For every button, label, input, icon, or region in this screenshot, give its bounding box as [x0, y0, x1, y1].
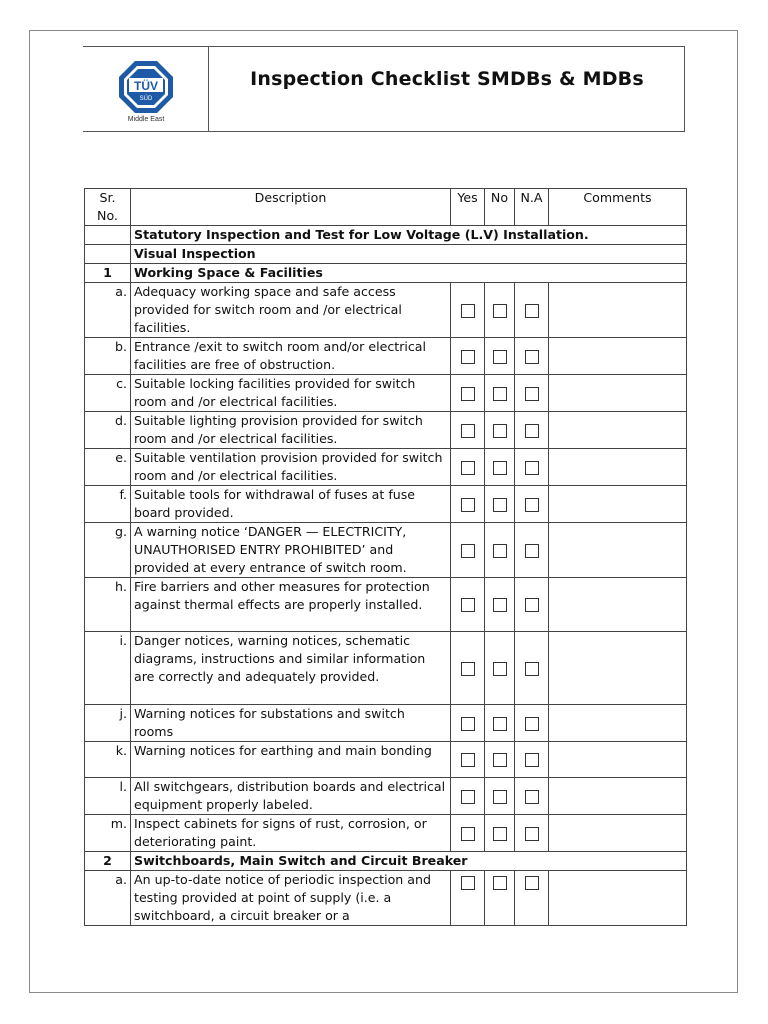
- checkbox-cell-na: [515, 338, 549, 375]
- table-row: [85, 742, 687, 778]
- checkbox-cell-na: [515, 283, 549, 338]
- item-description: Suitable locking facilities provided for switch room and /or electrical facilities.: [131, 375, 451, 412]
- table-row: [85, 375, 687, 412]
- checkbox-na[interactable]: [525, 304, 539, 318]
- table-row: [85, 283, 687, 338]
- checkbox-cell-na: [515, 815, 549, 852]
- checkbox-no[interactable]: [493, 350, 507, 364]
- checkbox-cell-na: [515, 523, 549, 578]
- checkbox-cell-no: [485, 578, 515, 632]
- checkbox-na[interactable]: [525, 790, 539, 804]
- tuv-logo-icon: [118, 60, 174, 114]
- checkbox-no[interactable]: [493, 544, 507, 558]
- checkbox-cell-no: [485, 486, 515, 523]
- checkbox-yes[interactable]: [461, 753, 475, 767]
- checkbox-yes[interactable]: [461, 717, 475, 731]
- item-description: All switchgears, distribution boards and electrical equipment properly labeled.: [131, 778, 451, 815]
- comments-cell[interactable]: [549, 742, 687, 778]
- column-header-comments: Comments: [549, 189, 687, 226]
- column-header-yes: Yes: [451, 189, 485, 226]
- comments-cell[interactable]: [549, 578, 687, 632]
- table-row: [85, 449, 687, 486]
- checkbox-cell-yes: [451, 871, 485, 926]
- item-description: Fire barriers and other measures for protection against thermal effects are properly installed.: [131, 578, 451, 632]
- table-row: [85, 523, 687, 578]
- item-letter: m.: [85, 815, 131, 852]
- checkbox-cell-no: [485, 632, 515, 705]
- statutory-heading: Statutory Inspection and Test for Low Voltage (L.V) Installation.: [131, 226, 687, 245]
- checklist-table: [84, 188, 687, 926]
- table-row: [85, 871, 687, 926]
- item-description: Danger notices, warning notices, schematic diagrams, instructions and similar information are correctly and adequately provided.: [131, 632, 451, 705]
- checkbox-na[interactable]: [525, 753, 539, 767]
- checkbox-yes[interactable]: [461, 424, 475, 438]
- checkbox-no[interactable]: [493, 662, 507, 676]
- checkbox-no[interactable]: [493, 304, 507, 318]
- checkbox-cell-na: [515, 632, 549, 705]
- table-row: [85, 412, 687, 449]
- checkbox-cell-yes: [451, 375, 485, 412]
- table-row: [85, 705, 687, 742]
- checkbox-na[interactable]: [525, 598, 539, 612]
- checklist-body: [85, 226, 687, 926]
- item-description: Entrance /exit to switch room and/or electrical facilities are free of obstruction.: [131, 338, 451, 375]
- table-row: [85, 632, 687, 705]
- checkbox-cell-yes: [451, 778, 485, 815]
- checkbox-na[interactable]: [525, 662, 539, 676]
- comments-cell[interactable]: [549, 523, 687, 578]
- comments-cell[interactable]: [549, 705, 687, 742]
- checkbox-cell-yes: [451, 449, 485, 486]
- comments-cell[interactable]: [549, 412, 687, 449]
- svg-text:SÜD: SÜD: [139, 96, 153, 102]
- comments-cell[interactable]: [549, 632, 687, 705]
- section-title: Switchboards, Main Switch and Circuit Breaker: [131, 852, 687, 871]
- checkbox-yes[interactable]: [461, 544, 475, 558]
- item-description: A warning notice ‘DANGER — ELECTRICITY, UNAUTHORISED ENTRY PROHIBITED’ and provided at every entrance of switch room.: [131, 523, 451, 578]
- item-letter: a.: [85, 871, 131, 926]
- checkbox-cell-no: [485, 412, 515, 449]
- checkbox-no[interactable]: [493, 717, 507, 731]
- checkbox-cell-yes: [451, 338, 485, 375]
- svg-text:TÜV: TÜV: [134, 79, 158, 93]
- checkbox-cell-no: [485, 338, 515, 375]
- comments-cell[interactable]: [549, 375, 687, 412]
- checkbox-cell-no: [485, 871, 515, 926]
- checkbox-cell-na: [515, 871, 549, 926]
- checkbox-cell-na: [515, 375, 549, 412]
- item-description: Inspect cabinets for signs of rust, corrosion, or deteriorating paint.: [131, 815, 451, 852]
- checkbox-cell-yes: [451, 283, 485, 338]
- checkbox-cell-yes: [451, 523, 485, 578]
- checkbox-yes[interactable]: [461, 827, 475, 841]
- item-description: An up-to-date notice of periodic inspection and testing provided at point of supply (i.e. a switchboard, a circuit breaker or a: [131, 871, 451, 926]
- checkbox-cell-no: [485, 523, 515, 578]
- item-letter: f.: [85, 486, 131, 523]
- checkbox-cell-yes: [451, 412, 485, 449]
- checkbox-cell-yes: [451, 815, 485, 852]
- checkbox-cell-na: [515, 486, 549, 523]
- checkbox-na[interactable]: [525, 827, 539, 841]
- checkbox-cell-no: [485, 742, 515, 778]
- column-header-na: N.A: [515, 189, 549, 226]
- table-row: [85, 338, 687, 375]
- checkbox-no[interactable]: [493, 790, 507, 804]
- column-header-sr: Sr. No.: [85, 189, 131, 226]
- item-description: Suitable tools for withdrawal of fuses at fuse board provided.: [131, 486, 451, 523]
- checkbox-cell-na: [515, 778, 549, 815]
- checkbox-na[interactable]: [525, 424, 539, 438]
- table-header-row: [85, 189, 687, 226]
- checkbox-na[interactable]: [525, 498, 539, 512]
- table-row: [85, 815, 687, 852]
- checkbox-na[interactable]: [525, 350, 539, 364]
- item-letter: e.: [85, 449, 131, 486]
- checkbox-no[interactable]: [493, 498, 507, 512]
- item-description: Warning notices for earthing and main bonding: [131, 742, 451, 778]
- checkbox-yes[interactable]: [461, 304, 475, 318]
- checkbox-cell-no: [485, 375, 515, 412]
- item-letter: i.: [85, 632, 131, 705]
- table-row: [85, 486, 687, 523]
- checkbox-cell-na: [515, 742, 549, 778]
- checkbox-yes[interactable]: [461, 461, 475, 475]
- item-description: Adequacy working space and safe access provided for switch room and /or electrical facilities.: [131, 283, 451, 338]
- item-letter: k.: [85, 742, 131, 778]
- item-letter: h.: [85, 578, 131, 632]
- checkbox-cell-na: [515, 578, 549, 632]
- item-description: Suitable lighting provision provided for switch room and /or electrical facilities.: [131, 412, 451, 449]
- checkbox-na[interactable]: [525, 544, 539, 558]
- visual-row: [85, 245, 687, 264]
- column-header-description: Description: [131, 189, 451, 226]
- checkbox-cell-yes: [451, 742, 485, 778]
- comments-cell[interactable]: [549, 338, 687, 375]
- document-header: [83, 46, 685, 132]
- checkbox-no[interactable]: [493, 876, 507, 890]
- checkbox-cell-na: [515, 705, 549, 742]
- checkbox-yes[interactable]: [461, 598, 475, 612]
- comments-cell[interactable]: [549, 486, 687, 523]
- statutory-row: [85, 226, 687, 245]
- section-row: [85, 264, 687, 283]
- checkbox-no[interactable]: [493, 827, 507, 841]
- checkbox-na[interactable]: [525, 461, 539, 475]
- checkbox-na[interactable]: [525, 387, 539, 401]
- checkbox-cell-no: [485, 283, 515, 338]
- item-description: Warning notices for substations and switch rooms: [131, 705, 451, 742]
- checkbox-cell-no: [485, 705, 515, 742]
- section-title: Working Space & Facilities: [131, 264, 687, 283]
- checkbox-yes[interactable]: [461, 662, 475, 676]
- comments-cell[interactable]: [549, 283, 687, 338]
- item-letter: d.: [85, 412, 131, 449]
- logo-caption: Middle East: [127, 116, 165, 123]
- item-letter: l.: [85, 778, 131, 815]
- comments-cell[interactable]: [549, 778, 687, 815]
- checkbox-cell-yes: [451, 486, 485, 523]
- section-number: 1: [85, 264, 131, 283]
- checkbox-cell-yes: [451, 705, 485, 742]
- page-title: Inspection Checklist SMDBs & MDBs: [250, 68, 644, 90]
- section-number: 2: [85, 852, 131, 871]
- table-row: [85, 778, 687, 815]
- checkbox-cell-na: [515, 449, 549, 486]
- checkbox-yes[interactable]: [461, 790, 475, 804]
- section-row: [85, 852, 687, 871]
- item-letter: j.: [85, 705, 131, 742]
- checkbox-yes[interactable]: [461, 387, 475, 401]
- checkbox-na[interactable]: [525, 876, 539, 890]
- item-letter: c.: [85, 375, 131, 412]
- checkbox-cell-na: [515, 412, 549, 449]
- visual-heading: Visual Inspection: [131, 245, 687, 264]
- item-letter: b.: [85, 338, 131, 375]
- checkbox-no[interactable]: [493, 753, 507, 767]
- item-letter: a.: [85, 283, 131, 338]
- item-description: Suitable ventilation provision provided for switch room and /or electrical facilities.: [131, 449, 451, 486]
- comments-cell[interactable]: [549, 871, 687, 926]
- checkbox-cell-no: [485, 449, 515, 486]
- checkbox-no[interactable]: [493, 424, 507, 438]
- checkbox-cell-yes: [451, 578, 485, 632]
- checkbox-cell-no: [485, 815, 515, 852]
- checkbox-no[interactable]: [493, 598, 507, 612]
- checkbox-no[interactable]: [493, 461, 507, 475]
- comments-cell[interactable]: [549, 815, 687, 852]
- checkbox-cell-yes: [451, 632, 485, 705]
- checkbox-yes[interactable]: [461, 498, 475, 512]
- checkbox-na[interactable]: [525, 717, 539, 731]
- checkbox-yes[interactable]: [461, 350, 475, 364]
- item-letter: g.: [85, 523, 131, 578]
- table-row: [85, 578, 687, 632]
- column-header-no: No: [485, 189, 515, 226]
- logo-cell: [83, 47, 209, 131]
- comments-cell[interactable]: [549, 449, 687, 486]
- checkbox-yes[interactable]: [461, 876, 475, 890]
- checkbox-no[interactable]: [493, 387, 507, 401]
- checkbox-cell-no: [485, 778, 515, 815]
